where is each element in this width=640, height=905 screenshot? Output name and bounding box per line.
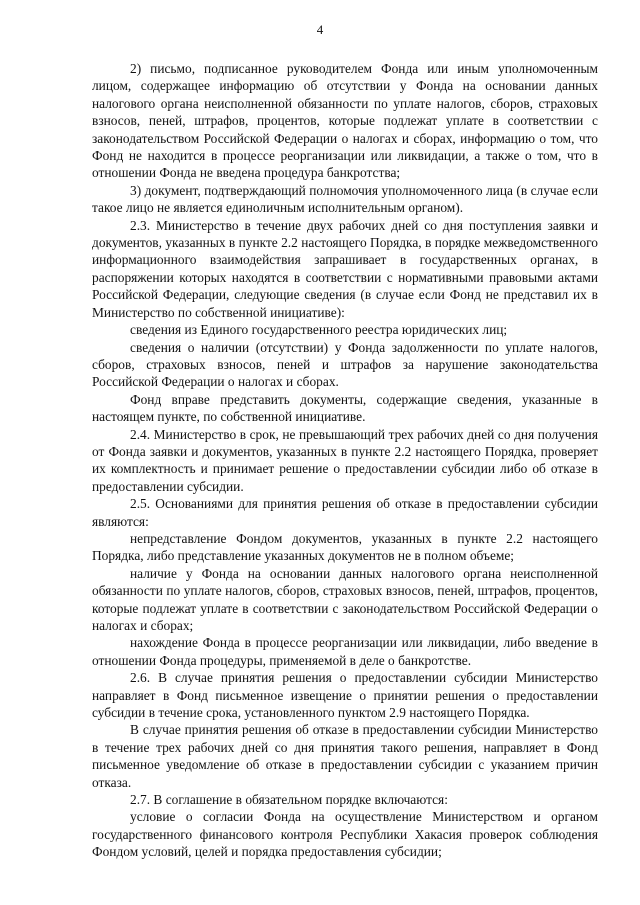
document-body	[92, 60, 598, 861]
paragraph-clause-2-6: 2.6. В случае принятия решения о предоставлении субсидии Министерство направляет в Фонд письменное извещение о принятии решения о предоставлении субсидии в течение срока, установленного пунктом 2.9 настоящего Порядка.	[92, 670, 598, 721]
paragraph-clause-2-4: 2.4. Министерство в срок, не превышающий трех рабочих дней со дня получения от Фонда заявки и документов, указанных в пункте 2.2 настоящего Порядка, проверяет их комплектность и принимает решение о предоставлении субсидии либо об отказе в предоставлении субсидии.	[92, 426, 598, 494]
paragraph-egrul-info: сведения из Единого государственного реестра юридических лиц;	[130, 322, 508, 338]
paragraph-tax-debt-info: сведения о наличии (отсутствии) у Фонда задолженности по уплате налогов, сборов, страховых взносов, пеней и штрафов за нарушение законодательства Российской Федерации о налогах и сборах.	[92, 339, 598, 390]
paragraph-own-initiative: Фонд вправе представить документы, содержащие сведения, указанные в настоящем пункте, по собственной инициативе.	[92, 391, 598, 425]
page-number: 4	[316, 22, 324, 37]
paragraph-clause-2-5: 2.5. Основаниями для принятия решения об отказе в предоставлении субсидии являются:	[92, 496, 598, 529]
paragraph-refusal-ground-tax: наличие у Фонда на основании данных налогового органа неисполненной обязанности по уплате налогов, сборов, страховых взносов, пеней, штрафов, процентов, которые подлежат уплате в соответствии с законодательством Российской Федерации о налогах и сборах;	[92, 565, 598, 633]
paragraph-inspection-consent: условие о согласии Фонда на осуществление Министерством и органом государственного финансового контроля Республики Хакасия проверок соблюдения Фондом условий, целей и порядка предоставления субсидии;	[92, 809, 598, 860]
paragraph-clause-2-3: 2.3. Министерство в течение двух рабочих дней со дня поступления заявки и документов, указанных в пункте 2.2 настоящего Порядка, в порядке межведомственного информационного взаимодействия запрашивает в государственных органах, в распоряжении которых находятся в соответствии с нормативными правовыми актами Российской Федерации, следующие сведения (в случае если Фонд не представил их в Министерство по собственной инициативе):	[92, 217, 598, 320]
paragraph-letter-requirement: 2) письмо, подписанное руководителем Фонда или иным уполномоченным лицом, содержащее информацию об отсутствии у Фонда на основании данных налогового органа неисполненной обязанности по уплате налогов, сборов, страховых взносов, пеней, штрафов, процентов, которые подлежат уплате в соответствии с законодательством Российской Федерации о налогах и сборах, информацию о том, что Фонд не находится в процессе реорганизации или ликвидации, а также о том, что в отношении Фонда не введена процедура банкротства;	[92, 61, 598, 181]
paragraph-refusal-notice: В случае принятия решения об отказе в предоставлении субсидии Министерство в течение трех рабочих дней со дня принятия такого решения, направляет в Фонд письменное уведомление об отказе в предоставлении субсидии с указанием причин отказа.	[92, 722, 598, 790]
paragraph-clause-2-7: 2.7. В соглашение в обязательном порядке включаются:	[130, 792, 448, 808]
paragraph-refusal-ground-reorganization: нахождение Фонда в процессе реорганизации или ликвидации, либо введение в отношении Фонда процедуры, применяемой в деле о банкротстве.	[92, 635, 598, 668]
paragraph-refusal-ground-documents: непредставление Фондом документов, указанных в пункте 2.2 настоящего Порядка, либо представление указанных документов не в полном объеме;	[92, 530, 598, 564]
paragraph-authority-document: 3) документ, подтверждающий полномочия уполномоченного лица (в случае если такое лицо не является единоличным исполнительным органом).	[92, 182, 598, 216]
